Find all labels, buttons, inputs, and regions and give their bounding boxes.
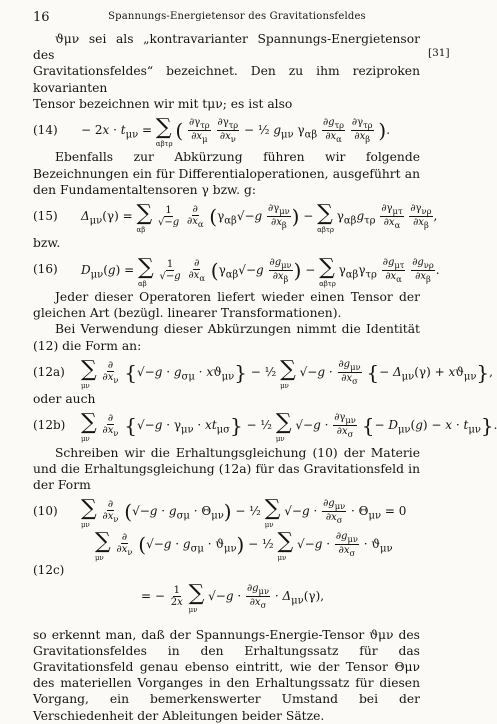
equation-label: (10): [33, 504, 58, 519]
equation-body: − $2x \cdot t_{\mu\nu}$ = ∑ αβτρ ( $\frac{\partial\gamma_{\tau\rho}}{\partial x_\mu}$ $\frac{\partial\gamma_{\tau\rho}}{\partial x_\nu}$ − ½ $g_{\mu\nu}$ $\gamma_{\alpha\beta}$ $\frac{\partial g_{\tau\rho}}{\partial x_\alpha}$ $\frac{\partial\gamma_{\tau\rho}}{\partial x_\beta}$ ).: [81, 115, 391, 149]
bzw-label: bzw.: [33, 236, 61, 251]
paragraph-1-line-2: Gravitationsfeldes“ bezeichnet. Den zu ihm reziproken kovarianten: [33, 64, 420, 95]
paragraph-5: Schreiben wir die Erhaltungsgleichung (10) der Materie und die Erhaltungsgleichung (12a) für das Gravitationsfeld in der Form: [33, 445, 420, 493]
running-title: Spannungs-Energietensor des Gravitationsfeldes: [108, 11, 366, 22]
equation-label: (16): [33, 262, 58, 277]
equation-10: [33, 496, 420, 530]
paragraph-3: Jeder dieser Operatoren liefert wieder einen Tensor der gleichen Art (bezügl. linearer Transformationen).: [33, 289, 420, 321]
equation-label: (14): [33, 122, 58, 137]
equation-label: (12a): [33, 364, 65, 379]
margin-reference: [31]: [428, 47, 450, 59]
equation-label: (12c): [33, 562, 65, 577]
equation-body: ∑ μν $\frac{\partial}{\partial x_\nu}$ $(√-g \cdot g_{\sigma\mu} \cdot \Theta_{\mu\nu})$ − ½ ∑ μν √−g · $\frac{\partial g_{\mu\nu}}{\partial x_\sigma}$ · $\Theta_{\mu\nu} = 0$: [81, 496, 407, 530]
equation-15: [33, 201, 438, 235]
equation-body: $\Delta_{\mu\nu}(\gamma)$ = ∑ αβ $\frac{1}{√-g}$ $\frac{\partial}{\partial x_\alpha}$ ($\gamma_{\alpha\beta}√-g$ $\frac{\partial\gamma_{\mu\nu}}{\partial x_\beta}$ ) − ∑ αβτρ $\gamma_{\alpha\beta}g_{\tau\rho}$ $\frac{\partial\gamma_{\mu\tau}}{\partial x_\alpha}$ $\frac{\partial\gamma_{\nu\rho}}{\partial x_\beta}$ ,: [81, 201, 438, 235]
equation-body: $D_{\mu\nu}(g)$ = ∑ αβ $\frac{1}{√-g}$ $\frac{\partial}{\partial x_\alpha}$ ($\gamma_{\alpha\beta}√-g$ $\frac{\partial g_{\mu\nu}}{\partial x_\beta}$ ) − ∑ αβτρ $\gamma_{\alpha\beta}\gamma_{\tau\rho}$ $\frac{\partial g_{\mu\tau}}{\partial x_\alpha}$ $\frac{\partial g_{\nu\rho}}{\partial x_\beta}$ .: [81, 254, 440, 288]
equation-body: ∑ μν $\frac{\partial}{\partial x_\nu}$ $\{√-g \cdot g_{\sigma\mu} \cdot xϑ_{\mu\nu}\}$ − ½ ∑ μν √−g · $\frac{\partial g_{\mu\nu}}{\partial x_\sigma}$ {− $\Delta_{\mu\nu}(\gamma) + xϑ_{\mu\nu}$},: [81, 356, 493, 390]
oder-auch-label: oder auch: [33, 392, 96, 407]
equation-12a: [33, 356, 493, 390]
paragraph-4: Bei Verwendung dieser Abkürzungen nimmt die Identität (12) die Form an:: [33, 322, 420, 353]
equation-label: (12b): [33, 418, 66, 433]
equation-12c-line-2: = − $\frac{1}{2x}$ ∑ μν √−g · $\frac{\partial g_{\mu\nu}}{\partial x_\sigma}$ · $\Delta_{\mu\nu}(\gamma)$,: [141, 580, 325, 614]
equation-label: (15): [33, 208, 58, 223]
equation-12b: [33, 410, 494, 444]
equation-14: [33, 115, 420, 149]
paragraph-2: Ebenfalls zur Abkürzung führen wir folgende Bezeichnungen ein für Differentialoperationen, ausgeführt an den Fundamentaltensoren γ bzw. g:: [33, 150, 420, 197]
page-header: [33, 9, 441, 25]
page-number: 16: [33, 10, 50, 25]
equation-16: [33, 254, 440, 288]
equation-12c: [33, 528, 420, 623]
equation-body: ∑ μν $\frac{\partial}{\partial x_\nu}$ $\{√-g \cdot \gamma_{\mu\nu} \cdot xt_{\mu\sigma}\}$ − ½ ∑ μν √−g · $\frac{\partial\gamma_{\mu\nu}}{\partial x_\sigma}$ {− $D_{\mu\nu}(g) - x \cdot t_{\mu\nu}$}: [81, 410, 494, 444]
paragraph-1-line-3: Tensor bezeichnen wir mit tμν; es ist also: [33, 96, 293, 111]
paragraph-6: so erkennt man, daß der Spannungs-Energie-Tensor ϑμν des Gravitationsfeldes in den Erhaltungssatz für das Gravitationsfeld genau ebenso eintritt, wie der Tensor Θμν des materiellen Vorganges in den Erhaltungssatz für diesen Vorgang, ein bemerkenswerter Umstand bei der Verschiedenheit der Ableitungen beider Sätze.: [33, 627, 420, 723]
paragraph-1-line-1: ϑμν sei als „kontravarianter Spannungs-Energietensor des: [33, 32, 420, 63]
equation-12c-line-1: ∑ μν $\frac{\partial}{\partial x_\nu}$ $(√-g \cdot g_{\sigma\mu} \cdot ϑ_{\mu\nu})$ − ½ ∑ μν √−g · $\frac{\partial g_{\mu\nu}}{\partial x_\sigma}$ · $ϑ_{\mu\nu}$: [95, 528, 393, 562]
